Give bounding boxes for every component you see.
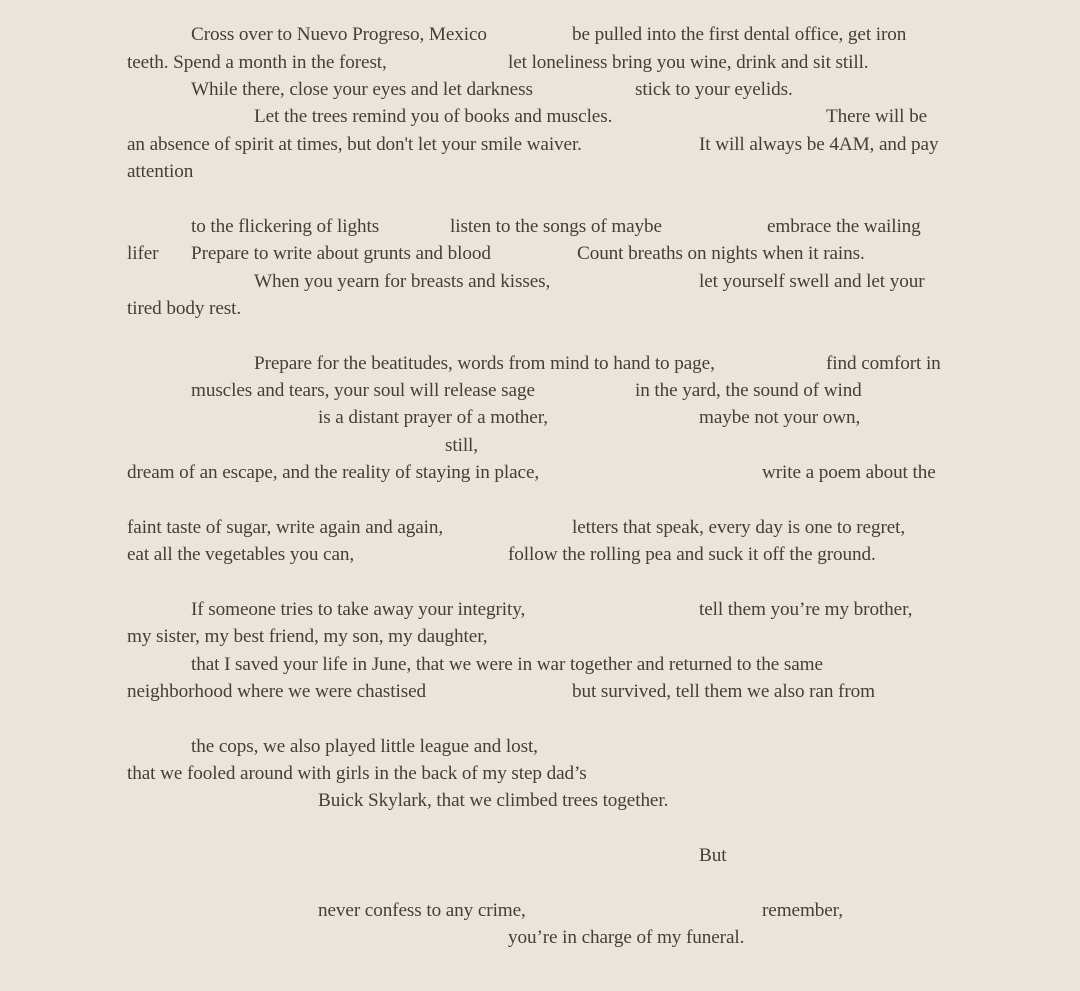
poem-line: write a poem about the [762,462,936,483]
poem-line: When you yearn for breasts and kisses, [254,271,551,292]
poem-line: that I saved your life in June, that we were in war together and returned to the same [191,654,823,675]
poem-line: lifer [127,243,159,264]
poem-line: faint taste of sugar, write again and again, [127,517,444,538]
poem-line: If someone tries to take away your integrity, [191,599,526,620]
poem-line: maybe not your own, [699,407,861,428]
poem-line: While there, close your eyes and let darkness [191,79,533,100]
poem-line: Count breaths on nights when it rains. [577,243,865,264]
poem-line: Cross over to Nuevo Progreso, Mexico [191,24,487,45]
poem-line: in the yard, the sound of wind [635,380,862,401]
poem-line: listen to the songs of maybe [450,216,662,237]
poem-line: There will be [826,106,927,127]
poem-line: follow the rolling pea and suck it off the ground. [508,544,876,565]
poem-line: attention [127,161,194,182]
poem-line: still, [445,435,478,456]
poem-line: Let the trees remind you of books and muscles. [254,106,613,127]
poem-line: teeth. Spend a month in the forest, [127,52,387,73]
poem-line: muscles and tears, your soul will release sage [191,380,535,401]
poem-line: tired body rest. [127,298,242,319]
poem-line: Buick Skylark, that we climbed trees together. [318,790,669,811]
poem-line: It will always be 4AM, and pay [699,134,939,155]
poem-line: eat all the vegetables you can, [127,544,355,565]
poem-line: embrace the wailing [767,216,921,237]
poem-line: an absence of spirit at times, but don't let your smile waiver. [127,134,582,155]
poem-line: the cops, we also played little league and lost, [191,736,538,757]
poem-line: my sister, my best friend, my son, my daughter, [127,626,488,647]
poem-line: let yourself swell and let your [699,271,925,292]
poem-line: remember, [762,900,843,921]
poem-line: find comfort in [826,353,941,374]
poem-line: be pulled into the first dental office, get iron [572,24,907,45]
poem-line: tell them you’re my brother, [699,599,913,620]
poem-line: stick to your eyelids. [635,79,793,100]
poem-line: let loneliness bring you wine, drink and sit still. [508,52,869,73]
poem-line: But [699,845,727,866]
poem-line: that we fooled around with girls in the back of my step dad’s [127,763,587,784]
poem-line: never confess to any crime, [318,900,526,921]
poem-line: neighborhood where we were chastised [127,681,427,702]
poem-line: you’re in charge of my funeral. [508,927,745,948]
poem-line: Prepare to write about grunts and blood [191,243,491,264]
poem-line: to the flickering of lights [191,216,380,237]
poem-line: is a distant prayer of a mother, [318,407,548,428]
poem-line: Prepare for the beatitudes, words from mind to hand to page, [254,353,715,374]
poem-line: letters that speak, every day is one to regret, [572,517,906,538]
poem-line: dream of an escape, and the reality of staying in place, [127,462,540,483]
poem-line: but survived, tell them we also ran from [572,681,875,702]
